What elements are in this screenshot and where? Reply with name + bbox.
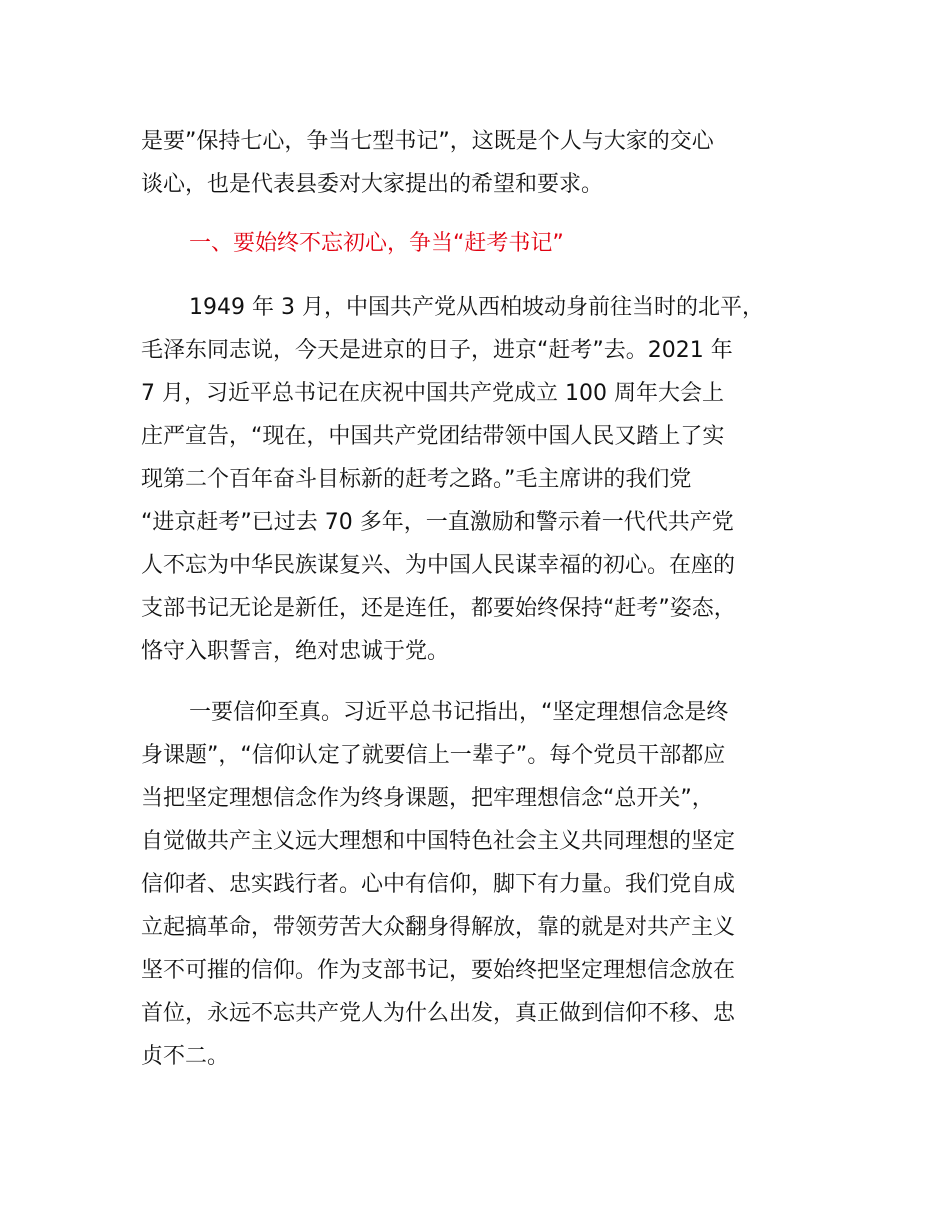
text-line: 毛泽东同志说，今天是进京的日子，进京“赶考”去。2021 年	[141, 338, 733, 363]
text-line: 谈心，也是代表县委对大家提出的希望和要求。	[141, 172, 604, 197]
text-line: 贞不二。	[141, 1044, 230, 1069]
heading-text: 一、要始终不忘初心，争当“赶考书记”	[189, 231, 564, 256]
text-line: 一要信仰至真。习近平总书记指出，“坚定理想信念是终	[189, 700, 729, 725]
text-line: 人不忘为中华民族谋复兴、为中国人民谋幸福的初心。在座的	[141, 553, 736, 578]
text-line: 信仰者、忠实践行者。心中有信仰，脚下有力量。我们党自成	[141, 872, 736, 897]
text-line: 是要”保持七心，争当七型书记”，这既是个人与大家的交心	[141, 129, 714, 154]
text-line: 7 月，习近平总书记在庆祝中国共产党成立 100 周年大会上	[141, 381, 724, 406]
text-line: 恪守入职誓言，绝对忠诚于党。	[141, 639, 450, 664]
text-line: 立起搞革命，带领劳苦大众翻身得解放，靠的就是对共产主义	[141, 915, 736, 940]
text-line: 坚不可摧的信仰。作为支部书记，要始终把坚定理想信念放在	[141, 958, 736, 983]
text-line: 1949 年 3 月，中国共产党从西柏坡动身前往当时的北平，	[189, 295, 764, 320]
text-line: 首位，永远不忘共产党人为什么出发，真正做到信仰不移、忠	[141, 1001, 736, 1026]
text-line: 自觉做共产主义远大理想和中国特色社会主义共同理想的坚定	[141, 829, 736, 854]
text-line: 现第二个百年奋斗目标新的赶考之路。”毛主席讲的我们党	[141, 467, 692, 492]
text-line: 当把坚定理想信念作为终身课题，把牢理想信念“总开关”，	[141, 786, 714, 811]
paragraph-history	[141, 286, 831, 673]
paragraph-intro	[141, 120, 831, 206]
text-line: 身课题”，“信仰认定了就要信上一辈子”。每个党员干部都应	[141, 743, 726, 768]
paragraph-faith	[141, 691, 831, 1078]
text-line: 支部书记无论是新任，还是连任，都要始终保持“赶考”姿态，	[141, 596, 736, 621]
section-heading	[141, 222, 831, 265]
text-line: “进京赶考”已过去 70 多年，一直激励和警示着一代代共产党	[141, 510, 734, 535]
text-line: 庄严宣告，“现在，中国共产党团结带领中国人民又踏上了实	[141, 424, 725, 449]
